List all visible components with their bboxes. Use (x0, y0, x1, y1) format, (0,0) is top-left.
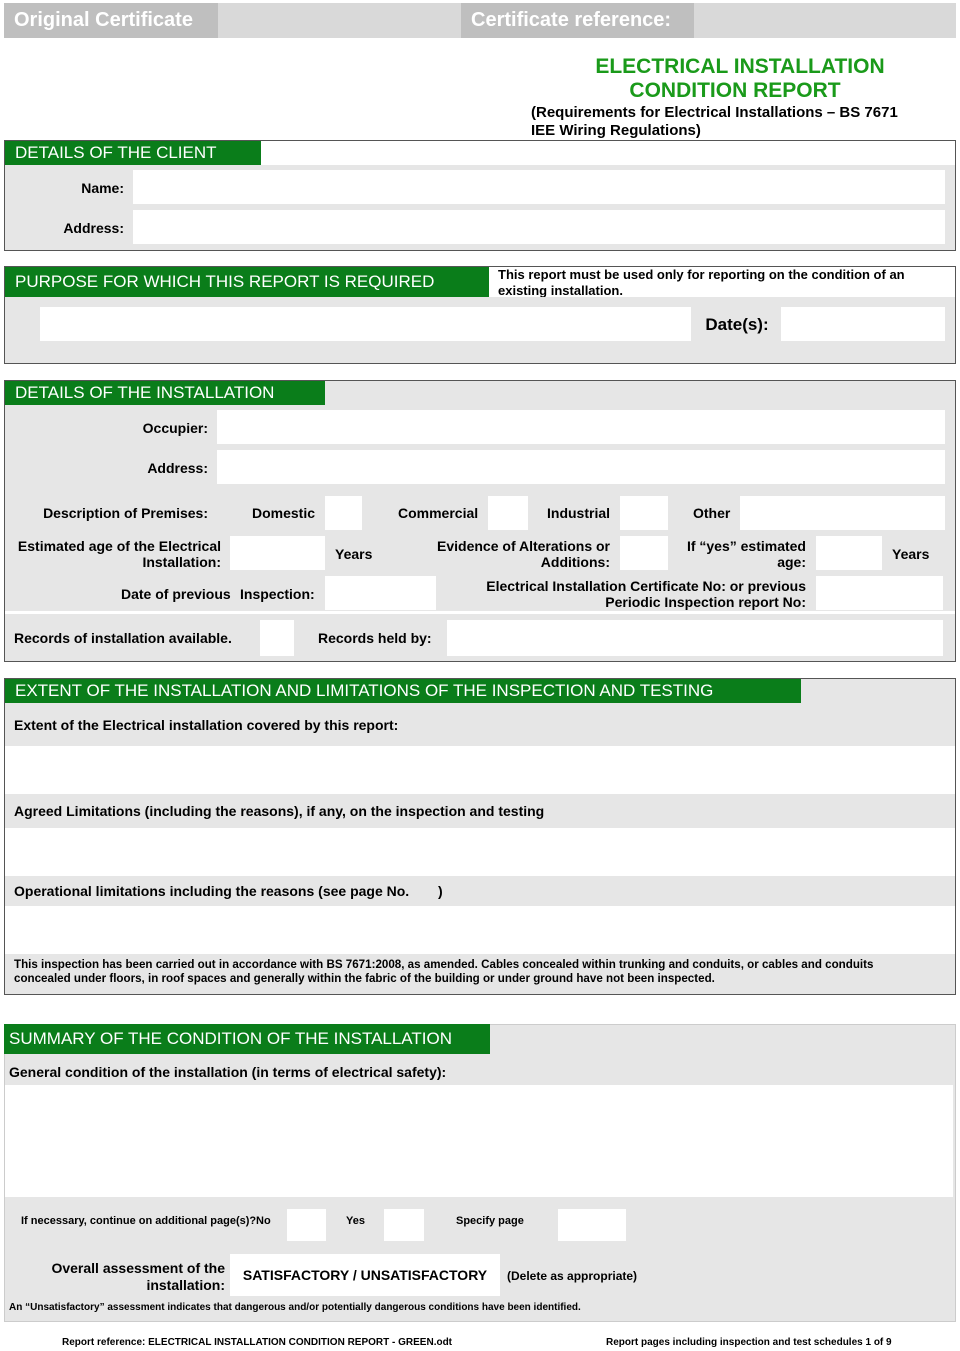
certificate-reference-field[interactable] (694, 3, 956, 38)
records-divider (5, 611, 955, 614)
yes-label: Yes (346, 1215, 365, 1227)
client-section-topright (261, 141, 955, 165)
prev-inspection-field[interactable] (325, 576, 436, 610)
est-age-label-line1: If “yes” estimated (686, 538, 806, 554)
unsatisfactory-note: An “Unsatisfactory” assessment indicates that dangerous and/or potentially dangerous conditions have been identified. (9, 1302, 581, 1313)
general-condition-field[interactable] (5, 1085, 953, 1197)
requirements-line1: (Requirements for Electrical Installations – BS 7671 (531, 104, 898, 121)
prev-inspection-label: Inspection: (240, 586, 315, 602)
installation-heading: DETAILS OF THE INSTALLATION (5, 381, 325, 405)
commercial-checkbox[interactable] (488, 496, 528, 530)
operational-limitations-field[interactable] (5, 906, 955, 954)
age-label-line1: Estimated age of the Electrical (17, 538, 221, 554)
original-certificate-label: Original Certificate (4, 3, 218, 38)
commercial-label: Commercial (398, 505, 479, 521)
cert-no-field[interactable] (816, 576, 943, 610)
industrial-label: Industrial (547, 505, 611, 521)
premises-label: Description of Premises: (43, 505, 208, 521)
extent-covered-label: Extent of the Electrical installation covered by this report: (14, 717, 399, 733)
overall-assessment-label-line2: installation: (146, 1277, 225, 1293)
no-label: No (256, 1215, 271, 1227)
cert-no-label-line2: Periodic Inspection report No: (605, 594, 806, 610)
installation-address-field[interactable] (217, 450, 945, 484)
dates-field[interactable] (781, 307, 945, 341)
delete-note: (Delete as appropriate) (507, 1269, 638, 1283)
client-heading: DETAILS OF THE CLIENT (5, 141, 261, 165)
footer-pages: Report pages including inspection and test schedules 1 of 9 (606, 1337, 892, 1348)
age-label-line2: Installation: (142, 554, 221, 570)
other-label: Other (693, 505, 731, 521)
prev-date-label: Date of previous (121, 586, 231, 602)
purpose-note-line1: This report must be used only for reporting on the condition of an (498, 267, 905, 282)
agreed-limitations-label: Agreed Limitations (including the reasons), if any, on the inspection and testing (14, 803, 545, 819)
statement-line1: This inspection has been carried out in accordance with BS 7671:2008, as amended. Cables concealed within trunking and conduits, or cables and conduits (14, 958, 874, 971)
footer-report-reference: Report reference: ELECTRICAL INSTALLATION CONDITION REPORT - GREEN.odt (62, 1337, 453, 1348)
alterations-label-line1: Evidence of Alterations or (437, 538, 610, 554)
occupier-label: Occupier: (142, 420, 208, 436)
client-name-label: Name: (81, 180, 124, 196)
domestic-label: Domestic (252, 505, 316, 521)
cert-no-label-line1: Electrical Installation Certificate No: or previous (486, 578, 806, 594)
age-field[interactable] (230, 536, 325, 570)
dates-label: Date(s): (705, 315, 769, 334)
continue-label: If necessary, continue on additional page(s)? (21, 1215, 257, 1227)
industrial-checkbox[interactable] (620, 496, 668, 530)
alterations-field[interactable] (620, 536, 668, 570)
years-label-1: Years (335, 546, 373, 562)
specify-page-label: Specify page (456, 1215, 524, 1227)
purpose-field[interactable] (40, 307, 691, 341)
extent-covered-field[interactable] (5, 746, 955, 794)
requirements-line2: IEE Wiring Regulations) (531, 122, 701, 139)
domestic-checkbox[interactable] (325, 496, 362, 530)
no-checkbox[interactable] (287, 1209, 326, 1241)
report-title-line1: ELECTRICAL INSTALLATION (595, 55, 885, 78)
records-held-label: Records held by: (318, 630, 432, 646)
summary-heading: SUMMARY OF THE CONDITION OF THE INSTALLATION (4, 1024, 490, 1054)
operational-close-paren: ) (438, 883, 443, 899)
est-age-field[interactable] (816, 536, 882, 570)
report-title-line2: CONDITION REPORT (629, 79, 841, 102)
occupier-field[interactable] (217, 410, 945, 444)
agreed-limitations-field[interactable] (5, 828, 955, 876)
years-label-2: Years (892, 546, 930, 562)
records-label: Records of installation available. (14, 630, 232, 646)
alterations-label-line2: Additions: (540, 554, 610, 570)
client-name-field[interactable] (133, 170, 945, 204)
est-age-label-line2: age: (777, 554, 806, 570)
records-checkbox[interactable] (260, 620, 294, 656)
certificate-reference-label: Certificate reference: (461, 3, 694, 38)
statement-line2: concealed under floors, in roof spaces and generally within the fabric of the building or under ground have not been inspected. (14, 972, 715, 985)
operational-limitations-label: Operational limitations including the reasons (see page No. (14, 883, 410, 899)
extent-heading: EXTENT OF THE INSTALLATION AND LIMITATIONS OF THE INSPECTION AND TESTING (5, 679, 801, 703)
client-address-field[interactable] (133, 210, 945, 244)
yes-checkbox[interactable] (384, 1209, 424, 1241)
installation-address-label: Address: (147, 460, 208, 476)
other-field[interactable] (740, 496, 945, 530)
overall-assessment-label-line1: Overall assessment of the (51, 1260, 225, 1276)
general-condition-label: General condition of the installation (in terms of electrical safety): (9, 1064, 447, 1080)
purpose-heading: PURPOSE FOR WHICH THIS REPORT IS REQUIRED (5, 267, 489, 297)
records-held-field[interactable] (447, 620, 943, 656)
client-address-label: Address: (63, 220, 124, 236)
purpose-note-line2: existing installation. (498, 283, 623, 297)
overall-assessment-field[interactable]: SATISFACTORY / UNSATISFACTORY (230, 1254, 500, 1296)
specify-page-field[interactable] (558, 1209, 626, 1241)
